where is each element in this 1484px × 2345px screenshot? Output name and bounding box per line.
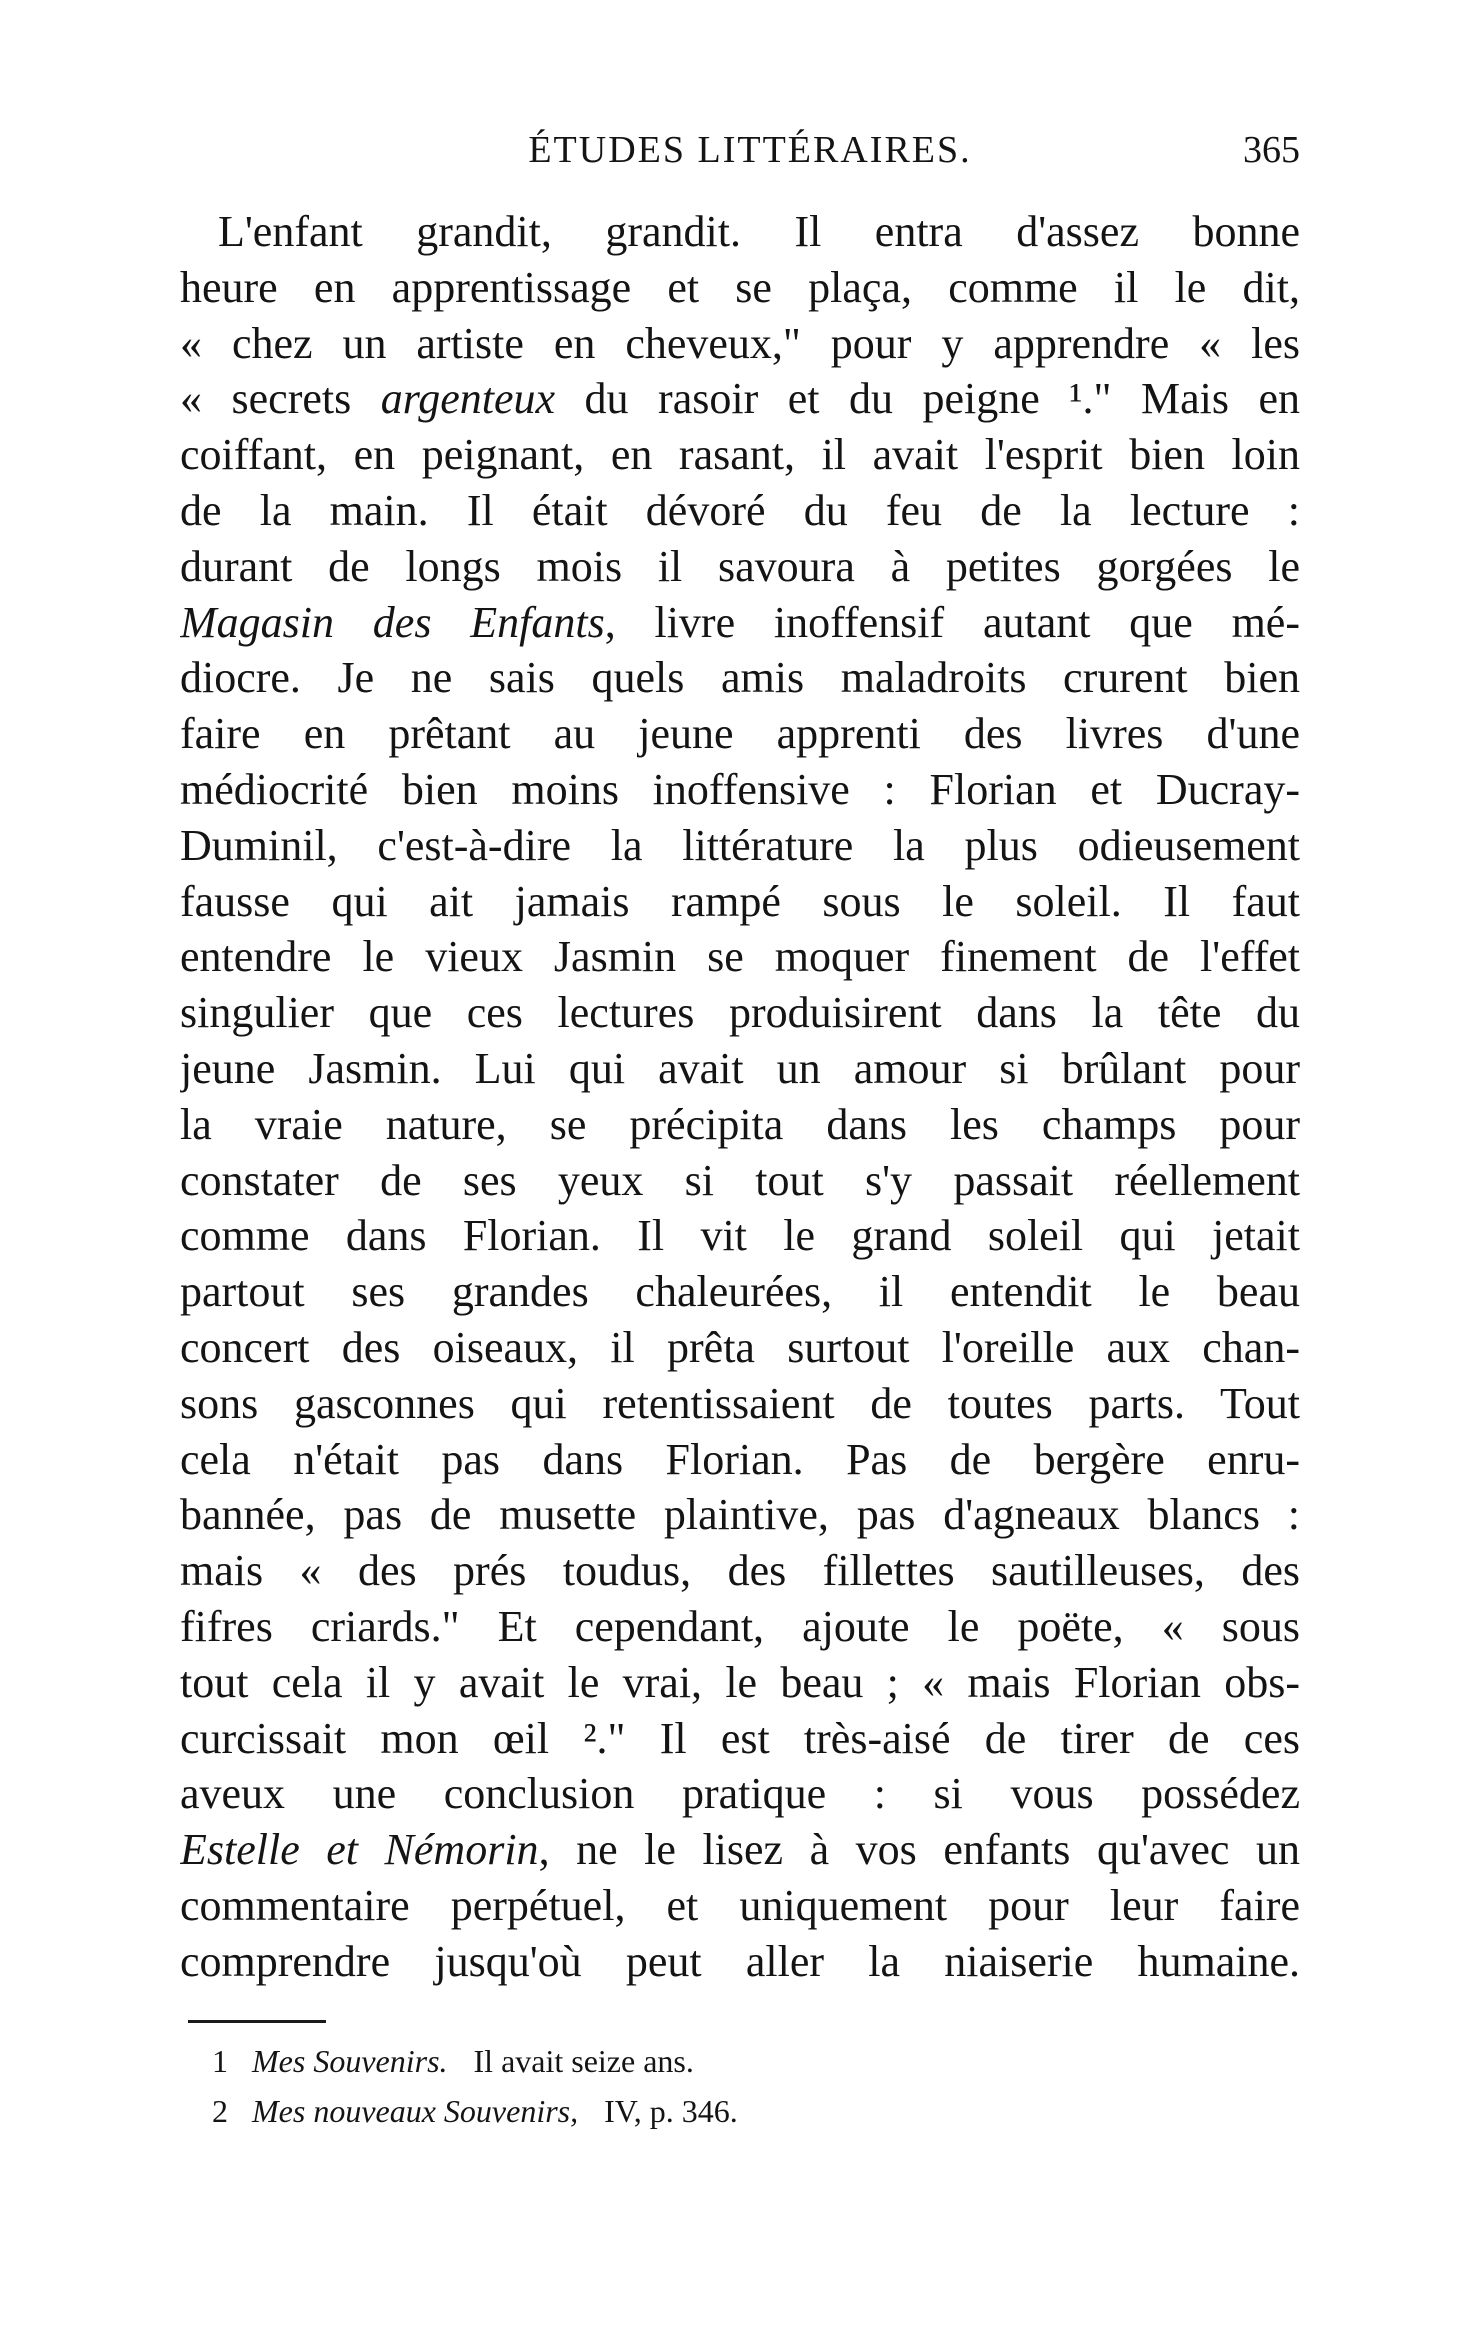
text-line: L'enfant grandit, grandit. Il entra d'assez bonne <box>218 207 1300 256</box>
text-line: mais « des prés toudus, des fillettes sautilleuses, des <box>180 1546 1300 1596</box>
text-line: Magasin des Enfants, livre inoffensif autant que mé- <box>180 597 1300 647</box>
text-line: commentaire perpétuel, et uniquement pour leur faire <box>180 1880 1300 1930</box>
page-number: 365 <box>1243 129 1300 171</box>
italic-title: Magasin des Enfants <box>180 597 605 647</box>
text-line: constater de ses yeux si tout s'y passait réellement <box>180 1155 1300 1205</box>
text-line: aveux une conclusion pratique : si vous possédez <box>180 1769 1300 1819</box>
footnote-source: Mes nouveaux Souvenirs, <box>252 2093 579 2129</box>
text-line: « secrets argenteux du rasoir et du peigne ¹." Mais en <box>180 374 1300 424</box>
text-line: entendre le vieux Jasmin se moquer finement de l'effet <box>180 932 1300 982</box>
footnote-text: IV, p. 346. <box>604 2093 738 2129</box>
footnote-text: Il avait seize ans. <box>473 2043 694 2079</box>
text-line: faire en prêtant au jeune apprenti des livres d'une <box>180 709 1300 759</box>
text-line: de la main. Il était dévoré du feu de la lecture : <box>180 485 1300 535</box>
italic-title: argenteux <box>380 374 556 424</box>
running-title: ÉTUDES LITTÉRAIRES. <box>528 129 972 171</box>
footnote <box>212 2036 1212 2086</box>
body-text <box>180 204 1300 1990</box>
text-line: tout cela il y avait le vrai, le beau ; « mais Florian obs- <box>180 1657 1300 1707</box>
text-line: Duminil, c'est-à-dire la littérature la plus odieusement <box>180 820 1300 870</box>
text-line: curcissait mon œil ²." Il est très-aisé de tirer de ces <box>180 1713 1300 1763</box>
footnote-number: 2 <box>212 2093 228 2129</box>
text-line: fausse qui ait jamais rampé sous le soleil. Il faut <box>180 876 1300 926</box>
italic-title: Estelle et Némorin <box>180 1825 539 1875</box>
text-line: jeune Jasmin. Lui qui avait un amour si brûlant pour <box>180 1043 1300 1093</box>
text-line: Estelle et Némorin, ne le lisez à vos enfants qu'avec un <box>180 1825 1300 1875</box>
text-line: diocre. Je ne sais quels amis maladroits crurent bien <box>180 653 1300 703</box>
text-line: bannée, pas de musette plaintive, pas d'agneaux blancs : <box>180 1490 1300 1540</box>
text-line: partout ses grandes chaleurées, il entendit le beau <box>180 1267 1300 1317</box>
footnote-source: Mes Souvenirs. <box>252 2043 448 2079</box>
text-line: comme dans Florian. Il vit le grand soleil qui jetait <box>180 1211 1300 1261</box>
text-line: la vraie nature, se précipita dans les champs pour <box>180 1099 1300 1149</box>
footnote <box>212 2086 1212 2136</box>
footnotes <box>212 2036 1212 2136</box>
footnote-number: 1 <box>212 2043 228 2079</box>
text-line: fifres criards." Et cependant, ajoute le poëte, « sous <box>180 1601 1300 1651</box>
footnote-rule <box>188 2020 326 2023</box>
text-line: cela n'était pas dans Florian. Pas de bergère enru- <box>180 1434 1300 1484</box>
text-line: « chez un artiste en cheveux," pour y apprendre « les <box>180 318 1300 368</box>
text-line: coiffant, en peignant, en rasant, il avait l'esprit bien loin <box>180 430 1300 480</box>
text-line: sons gasconnes qui retentissaient de toutes parts. Tout <box>180 1378 1300 1428</box>
text-line: médiocrité bien moins inoffensive : Florian et Ducray- <box>180 764 1300 814</box>
text-line: comprendre jusqu'où peut aller la niaiserie humaine. <box>180 1936 1300 1986</box>
text-line: durant de longs mois il savoura à petites gorgées le <box>180 541 1300 591</box>
text-line: concert des oiseaux, il prêta surtout l'oreille aux chan- <box>180 1322 1300 1372</box>
text-line: singulier que ces lectures produisirent dans la tête du <box>180 988 1300 1038</box>
text-line: heure en apprentissage et se plaça, comme il le dit, <box>180 262 1300 312</box>
running-head <box>190 128 1310 178</box>
